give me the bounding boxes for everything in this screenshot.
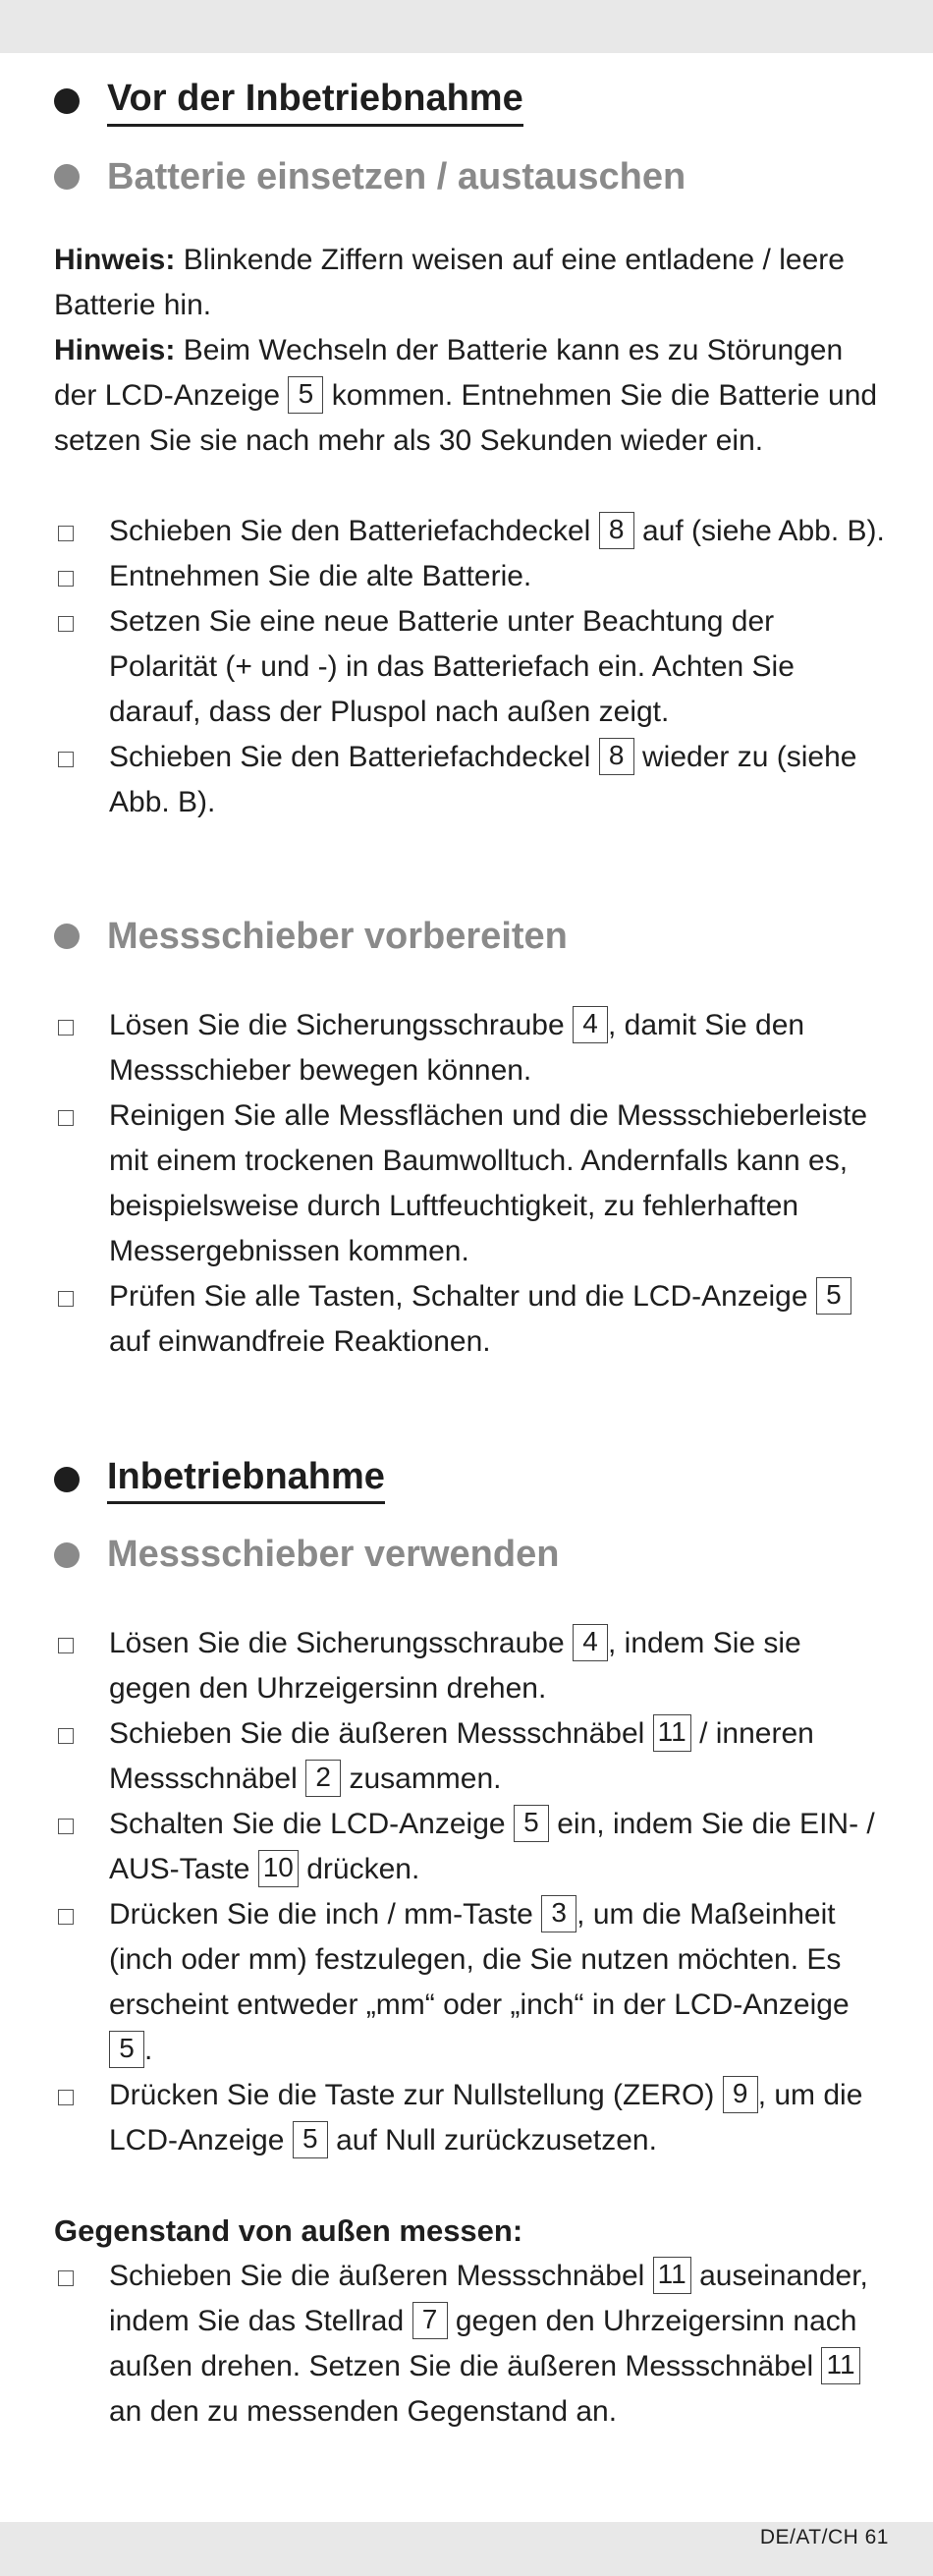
list-item <box>54 509 889 554</box>
part-number: 5 <box>514 1805 549 1842</box>
list-item <box>54 1892 889 2073</box>
checkbox-square-icon <box>58 616 74 632</box>
step-text: Drücken Sie die Taste zur Nullstellung (ZERO) 9 , um die LCD-Anzeige 5 auf Null zurückzusetzen. <box>109 2078 863 2157</box>
bullet-dot-icon <box>54 164 80 190</box>
checkbox-square-icon <box>58 1020 74 1036</box>
step-text: Drücken Sie die inch / mm-Taste 3 , um die Maßeinheit (inch oder mm) festzulegen, die Sie nutzen möchten. Es erscheint entweder „mm“ oder „inch“ in der LCD-Anzeige 5 . <box>109 1897 850 2067</box>
page-footer: DE/AT/CH 61 <box>759 2526 889 2548</box>
list-item <box>54 1003 889 1093</box>
bullet-dot-icon <box>54 88 80 114</box>
heading-text: Inbetriebnahme <box>107 1455 385 1505</box>
bullet-dot-icon <box>54 924 80 949</box>
note-paragraph-1 <box>54 238 889 328</box>
heading-messschieber-verwenden <box>54 1534 889 1576</box>
heading-text: Batterie einsetzen / austauschen <box>107 155 686 197</box>
checkbox-square-icon <box>58 1728 74 1744</box>
subheading-outside-measure: Gegenstand von außen messen: <box>54 2213 523 2249</box>
heading-text: Messschieber verwenden <box>107 1534 560 1576</box>
step-text: Setzen Sie eine neue Batterie unter Beachtung der Polarität (+ und -) in das Batteriefach ein. Achten Sie darauf, dass der Pluspol nach außen zeigt. <box>109 604 795 728</box>
heading-vor-inbetriebnahme <box>54 77 889 127</box>
heading-batterie <box>54 156 889 198</box>
checkbox-square-icon <box>58 1291 74 1307</box>
heading-messschieber-vorbereiten <box>54 916 889 958</box>
checkbox-square-icon <box>58 1638 74 1653</box>
part-number: 3 <box>541 1895 576 1932</box>
list-item <box>54 1621 889 1711</box>
heading-inbetriebnahme <box>54 1455 889 1505</box>
part-number: 5 <box>293 2121 328 2158</box>
heading-text: Vor der Inbetriebnahme <box>107 77 523 127</box>
step-text: Reinigen Sie alle Messflächen und die Messschieberleiste mit einem trockenen Baumwolltuch. Andernfalls kann es, beispielsweise durch Luftfeuchtigkeit, zu fehlerhaften Messergebnissen kommen. <box>109 1098 868 1267</box>
checkbox-square-icon <box>58 1909 74 1925</box>
step-text: Prüfen Sie alle Tasten, Schalter und die LCD-Anzeige 5 auf einwandfreie Reaktionen. <box>109 1274 889 1365</box>
note-paragraph-2 <box>54 328 889 464</box>
note-text: Blinkende Ziffern weisen auf eine entladene / leere Batterie hin. <box>54 243 845 321</box>
page-content <box>54 77 889 2435</box>
bullet-dot-icon <box>54 1542 80 1568</box>
list-item <box>54 1274 889 1365</box>
list-item <box>54 2254 889 2435</box>
list-item <box>54 735 889 825</box>
part-number: 11 <box>821 2347 859 2384</box>
checkbox-square-icon <box>58 571 74 587</box>
part-number: 11 <box>653 2257 691 2294</box>
part-number: 5 <box>288 376 323 414</box>
use-steps-list <box>54 1621 889 2163</box>
outside-steps-list <box>54 2254 889 2435</box>
checkbox-square-icon <box>58 526 74 541</box>
part-number: 7 <box>412 2302 448 2339</box>
part-number: 4 <box>573 1006 608 1043</box>
list-item <box>54 2073 889 2163</box>
checkbox-square-icon <box>58 1110 74 1126</box>
part-number: 4 <box>573 1624 608 1661</box>
heading-text: Messschieber vorbereiten <box>107 915 568 957</box>
part-number: 5 <box>816 1277 851 1315</box>
bullet-dot-icon <box>54 1467 80 1492</box>
list-item <box>54 554 889 599</box>
part-number: 9 <box>723 2076 758 2113</box>
list-item <box>54 1711 889 1802</box>
list-item <box>54 1093 889 1274</box>
note-label: Hinweis: <box>54 243 176 276</box>
checkbox-square-icon <box>58 2270 74 2286</box>
step-text: Entnehmen Sie die alte Batterie. <box>109 559 532 592</box>
step-text: Schieben Sie den Batteriefachdeckel 8 wieder zu (siehe Abb. B). <box>109 739 857 818</box>
note-label: Hinweis: <box>54 333 176 366</box>
step-text: Schieben Sie die äußeren Messschnäbel 11 auseinander, indem Sie das Stellrad 7 gegen den Uhrzeigersinn nach außen drehen. Setzen Sie die äußeren Messschnäbel 11 an den zu messenden Gegenstand an. <box>109 2259 868 2429</box>
step-text: Lösen Sie die Sicherungsschraube 4 , indem Sie sie gegen den Uhrzeigersinn drehen. <box>109 1626 801 1706</box>
list-item <box>54 599 889 735</box>
part-number: 8 <box>599 512 634 549</box>
battery-steps-list <box>54 509 889 825</box>
part-number: 2 <box>305 1760 341 1797</box>
checkbox-square-icon <box>58 752 74 767</box>
checkbox-square-icon <box>58 1819 74 1834</box>
note-text: Beim Wechseln der Batterie kann es zu Störungen der LCD-Anzeige <box>54 333 844 412</box>
part-number: 5 <box>109 2031 144 2068</box>
step-text: Schalten Sie die LCD-Anzeige 5 ein, indem Sie die EIN- / AUS-Taste 10 drücken. <box>109 1807 875 1886</box>
top-bar <box>0 0 933 53</box>
part-number: 11 <box>653 1714 691 1752</box>
list-item <box>54 1802 889 1892</box>
prep-steps-list <box>54 1003 889 1365</box>
step-text: Lösen Sie die Sicherungsschraube 4 , damit Sie den Messschieber bewegen können. <box>109 1007 805 1087</box>
part-number: 10 <box>258 1850 299 1887</box>
checkbox-square-icon <box>58 2090 74 2105</box>
step-text: Schieben Sie die äußeren Messschnäbel 11 / inneren Messschnäbel 2 zusammen. <box>109 1716 814 1796</box>
part-number: 8 <box>599 738 634 775</box>
step-text: Schieben Sie den Batteriefachdeckel 8 auf (siehe Abb. B). <box>109 513 885 547</box>
note-text: kommen. Entnehmen Sie die Batterie und setzen Sie sie nach mehr als 30 Sekunden wieder ein. <box>54 378 878 457</box>
